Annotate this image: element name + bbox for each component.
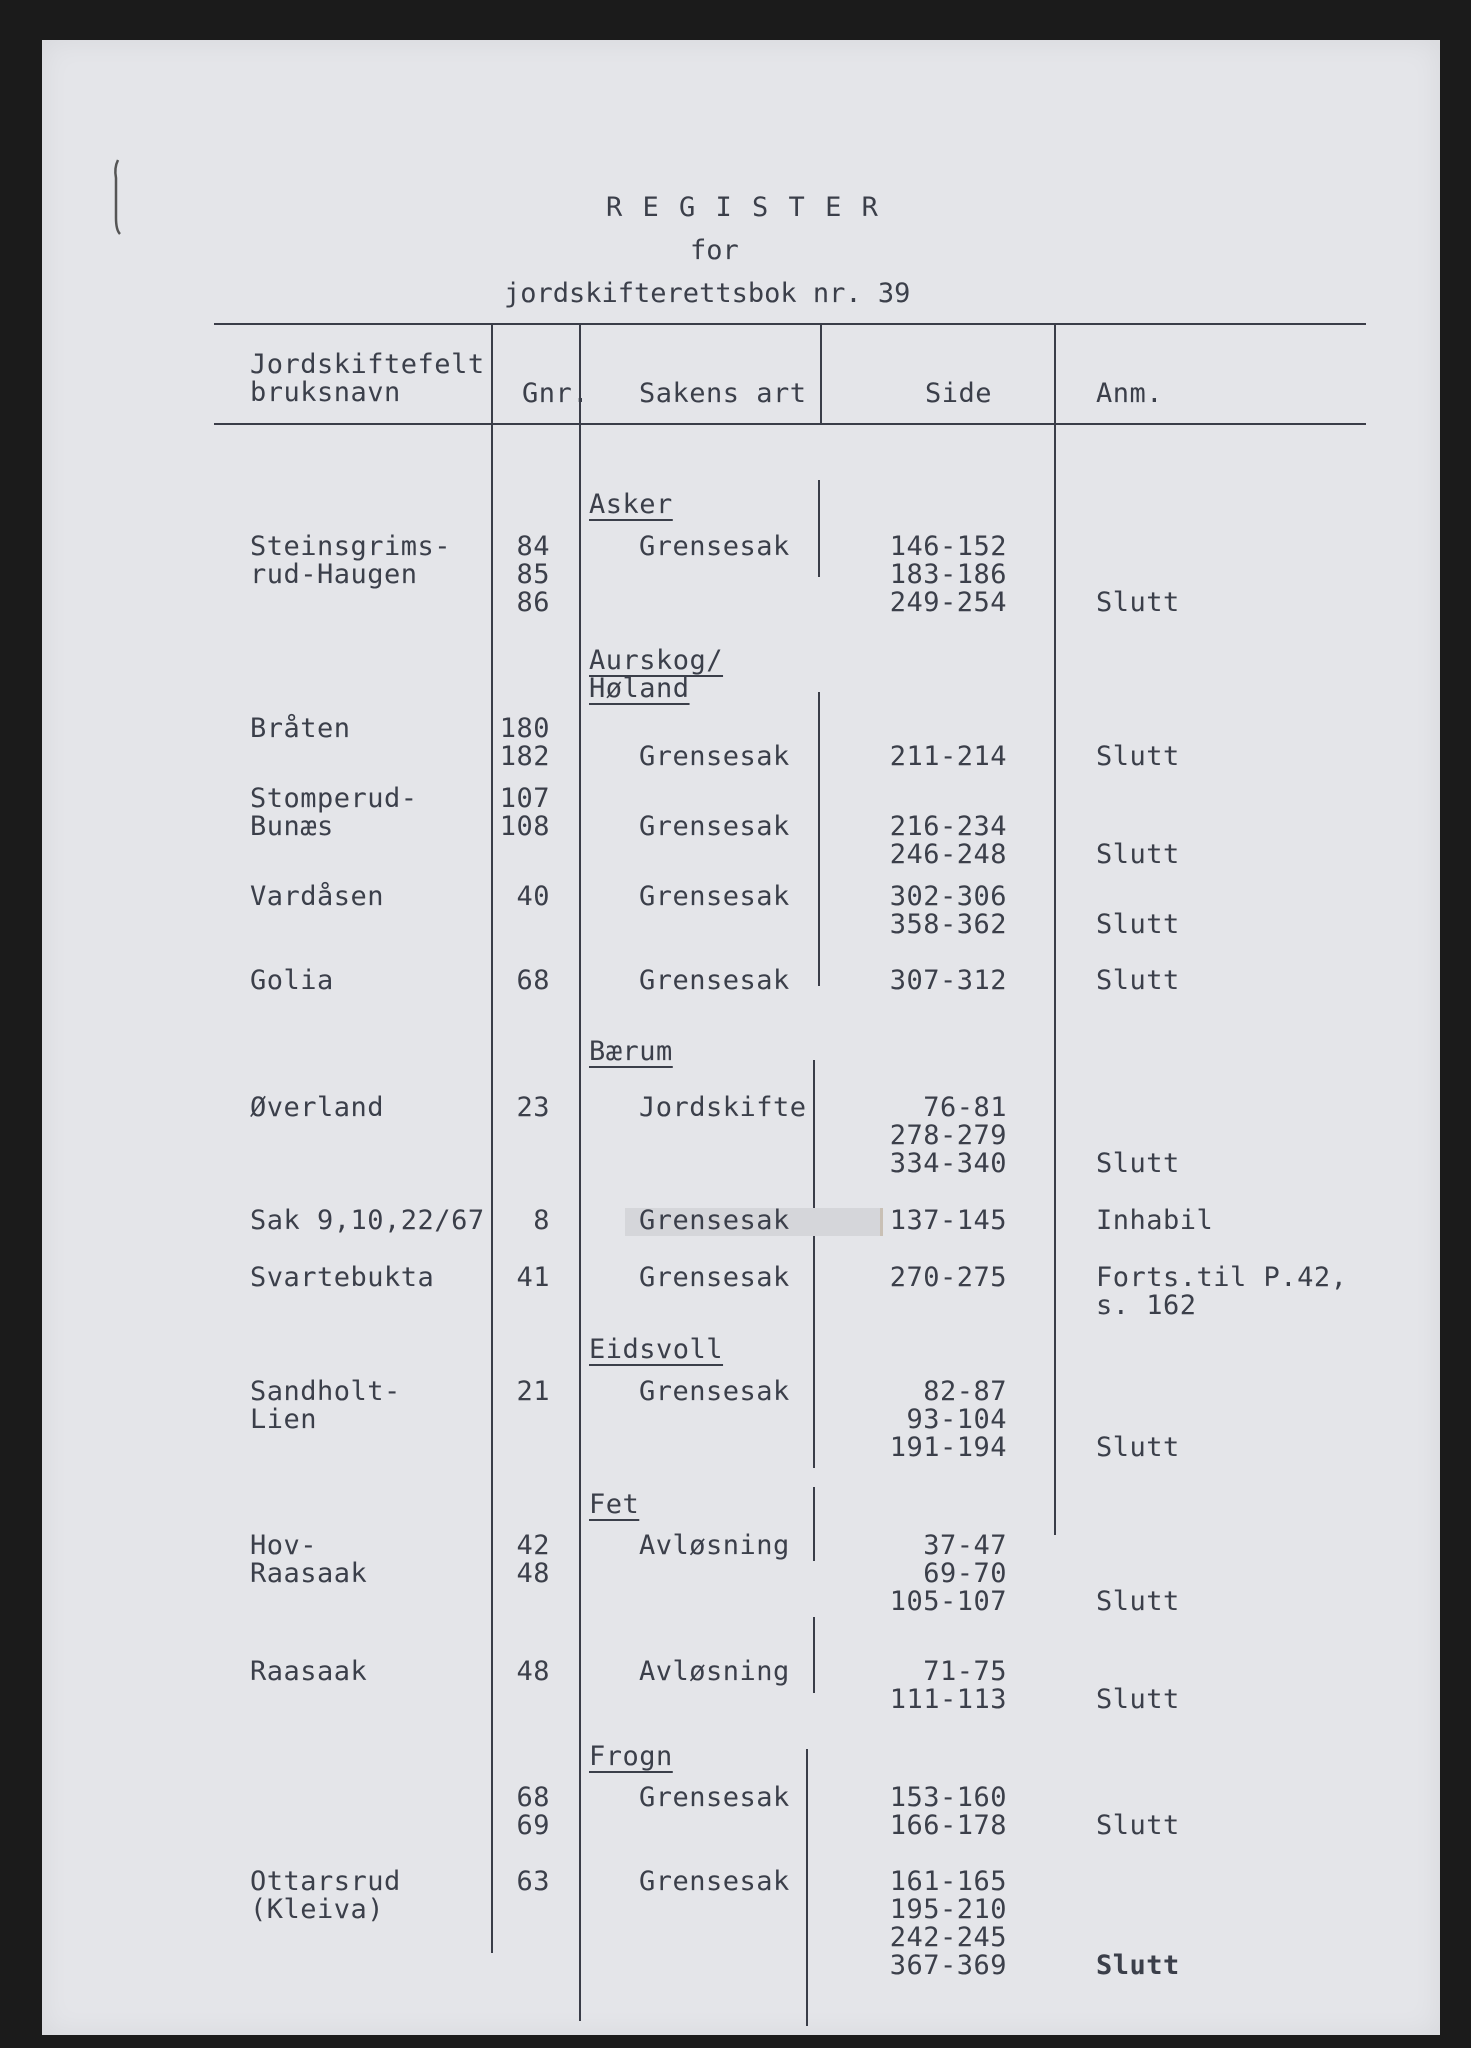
entry-side: 270-275 [889, 1262, 1007, 1293]
entry-side: 161-165 195-210 242-245 367-369 [889, 1866, 1007, 1981]
art-divider-aurskog [818, 692, 820, 986]
entry-name: Sandholt- Lien [250, 1376, 401, 1435]
entry-side: 153-160 166-178 [889, 1782, 1007, 1841]
column-header-art: Sakens art [639, 378, 807, 409]
entry-gnr: 107 108 [499, 783, 550, 842]
art-divider-fet-hov [813, 1487, 815, 1561]
entry-art: Grensesak [639, 881, 790, 912]
section-heading-asker: Asker [589, 489, 673, 520]
entry-anm: Slutt [1096, 1684, 1180, 1715]
column-header-felt: Jordskiftefelt bruksnavn [250, 349, 485, 408]
entry-side: 307-312 [889, 965, 1007, 996]
entry-art: Grensesak [639, 1376, 790, 1407]
entry-name: Vardåsen [250, 881, 385, 912]
section-heading-eidsvoll: Eidsvoll [589, 1334, 724, 1365]
entry-anm: Slutt [1096, 1810, 1180, 1841]
entry-name: Hov- Raasaak [250, 1530, 368, 1589]
register-book-number: jordskifterettsbok nr. 39 [504, 278, 911, 309]
staple-icon [112, 158, 124, 238]
table-header-rule [214, 423, 1366, 425]
entry-side: 137-145 [889, 1205, 1007, 1236]
art-divider-fet-raasaak [813, 1617, 815, 1693]
section-heading-fet: Fet [589, 1489, 640, 1520]
entry-name: Raasaak [250, 1656, 368, 1687]
section-heading-frogn: Frogn [589, 1741, 673, 1772]
entry-anm: Slutt [1096, 1432, 1180, 1463]
column-divider-gnr-art [579, 323, 581, 2021]
column-divider-side-anm [1054, 323, 1056, 1535]
entry-side: 82-87 93-104 191-194 [889, 1376, 1007, 1463]
column-divider-art-side-header [820, 323, 822, 423]
column-header-gnr: Gnr. [522, 378, 590, 409]
entry-name: Sak 9,10,22/67 [250, 1205, 485, 1236]
entry-art: Avløsning [639, 1530, 790, 1561]
entry-anm: Slutt [1096, 741, 1180, 772]
entry-art: Grensesak [639, 1205, 790, 1236]
entry-gnr: 40 [516, 881, 550, 912]
entry-art: Grensesak [639, 1866, 790, 1897]
entry-side: 37-47 69-70 105-107 [889, 1530, 1007, 1617]
entry-gnr: 23 [516, 1092, 550, 1123]
entry-gnr: 41 [516, 1262, 550, 1293]
entry-gnr: 63 [516, 1866, 550, 1897]
entry-name: Svartebukta [250, 1262, 435, 1293]
section-heading-baerum: Bærum [589, 1036, 673, 1067]
entry-gnr: 84 85 86 [516, 531, 550, 618]
entry-anm: Slutt [1096, 1148, 1180, 1179]
entry-art: Jordskifte [639, 1092, 807, 1123]
entry-anm: Slutt [1096, 839, 1180, 870]
entry-gnr: 8 [533, 1205, 550, 1236]
entry-art: Grensesak [639, 1262, 790, 1293]
art-divider-baerum [813, 1060, 815, 1338]
entry-side: 302-306 358-362 [889, 881, 1007, 940]
entry-anm: Slutt [1096, 909, 1180, 940]
entry-art: Grensesak [639, 741, 790, 772]
entry-anm: Inhabil [1096, 1205, 1214, 1236]
entry-name: Ottarsrud (Kleiva) [250, 1866, 401, 1925]
entry-anm: Slutt [1096, 1950, 1180, 1981]
table-top-rule [214, 323, 1366, 325]
entry-anm: Slutt [1096, 1586, 1180, 1617]
entry-name: Bråten [250, 713, 351, 744]
entry-art: Avløsning [639, 1656, 790, 1687]
register-title: R E G I S T E R [606, 192, 880, 223]
column-header-side: Side [925, 378, 993, 409]
entry-anm: Forts.til P.42, s. 162 [1096, 1262, 1348, 1321]
entry-side: 216-234 246-248 [889, 811, 1007, 870]
entry-art: Grensesak [639, 965, 790, 996]
entry-gnr: 21 [516, 1376, 550, 1407]
entry-side: 211-214 [889, 741, 1007, 772]
entry-gnr: 68 [516, 965, 550, 996]
entry-side: 71-75 111-113 [889, 1656, 1007, 1715]
entry-name: Golia [250, 965, 334, 996]
entry-anm: Slutt [1096, 587, 1180, 618]
art-divider-frogn [806, 1749, 808, 2026]
art-divider-asker [818, 480, 820, 577]
entry-gnr: 42 48 [516, 1530, 550, 1589]
entry-side: 76-81 278-279 334-340 [889, 1092, 1007, 1179]
entry-side: 146-152 183-186 249-254 [889, 531, 1007, 618]
entry-art: Grensesak [639, 531, 790, 562]
entry-art: Grensesak [639, 1782, 790, 1813]
entry-name: Steinsgrims- rud-Haugen [250, 531, 452, 590]
entry-gnr: 48 [516, 1656, 550, 1687]
entry-anm: Slutt [1096, 965, 1180, 996]
column-header-anm: Anm. [1096, 378, 1164, 409]
entry-gnr: 180 182 [499, 713, 550, 772]
register-subtitle: for [690, 235, 739, 266]
section-heading-aurskog: Aurskog/ Høland [589, 645, 724, 704]
register-page [42, 40, 1440, 2035]
art-divider-eidsvoll [813, 1338, 815, 1468]
entry-name: Stomperud- Bunæs [250, 783, 418, 842]
entry-art: Grensesak [639, 811, 790, 842]
entry-gnr: 68 69 [516, 1782, 550, 1841]
entry-name: Øverland [250, 1092, 385, 1123]
